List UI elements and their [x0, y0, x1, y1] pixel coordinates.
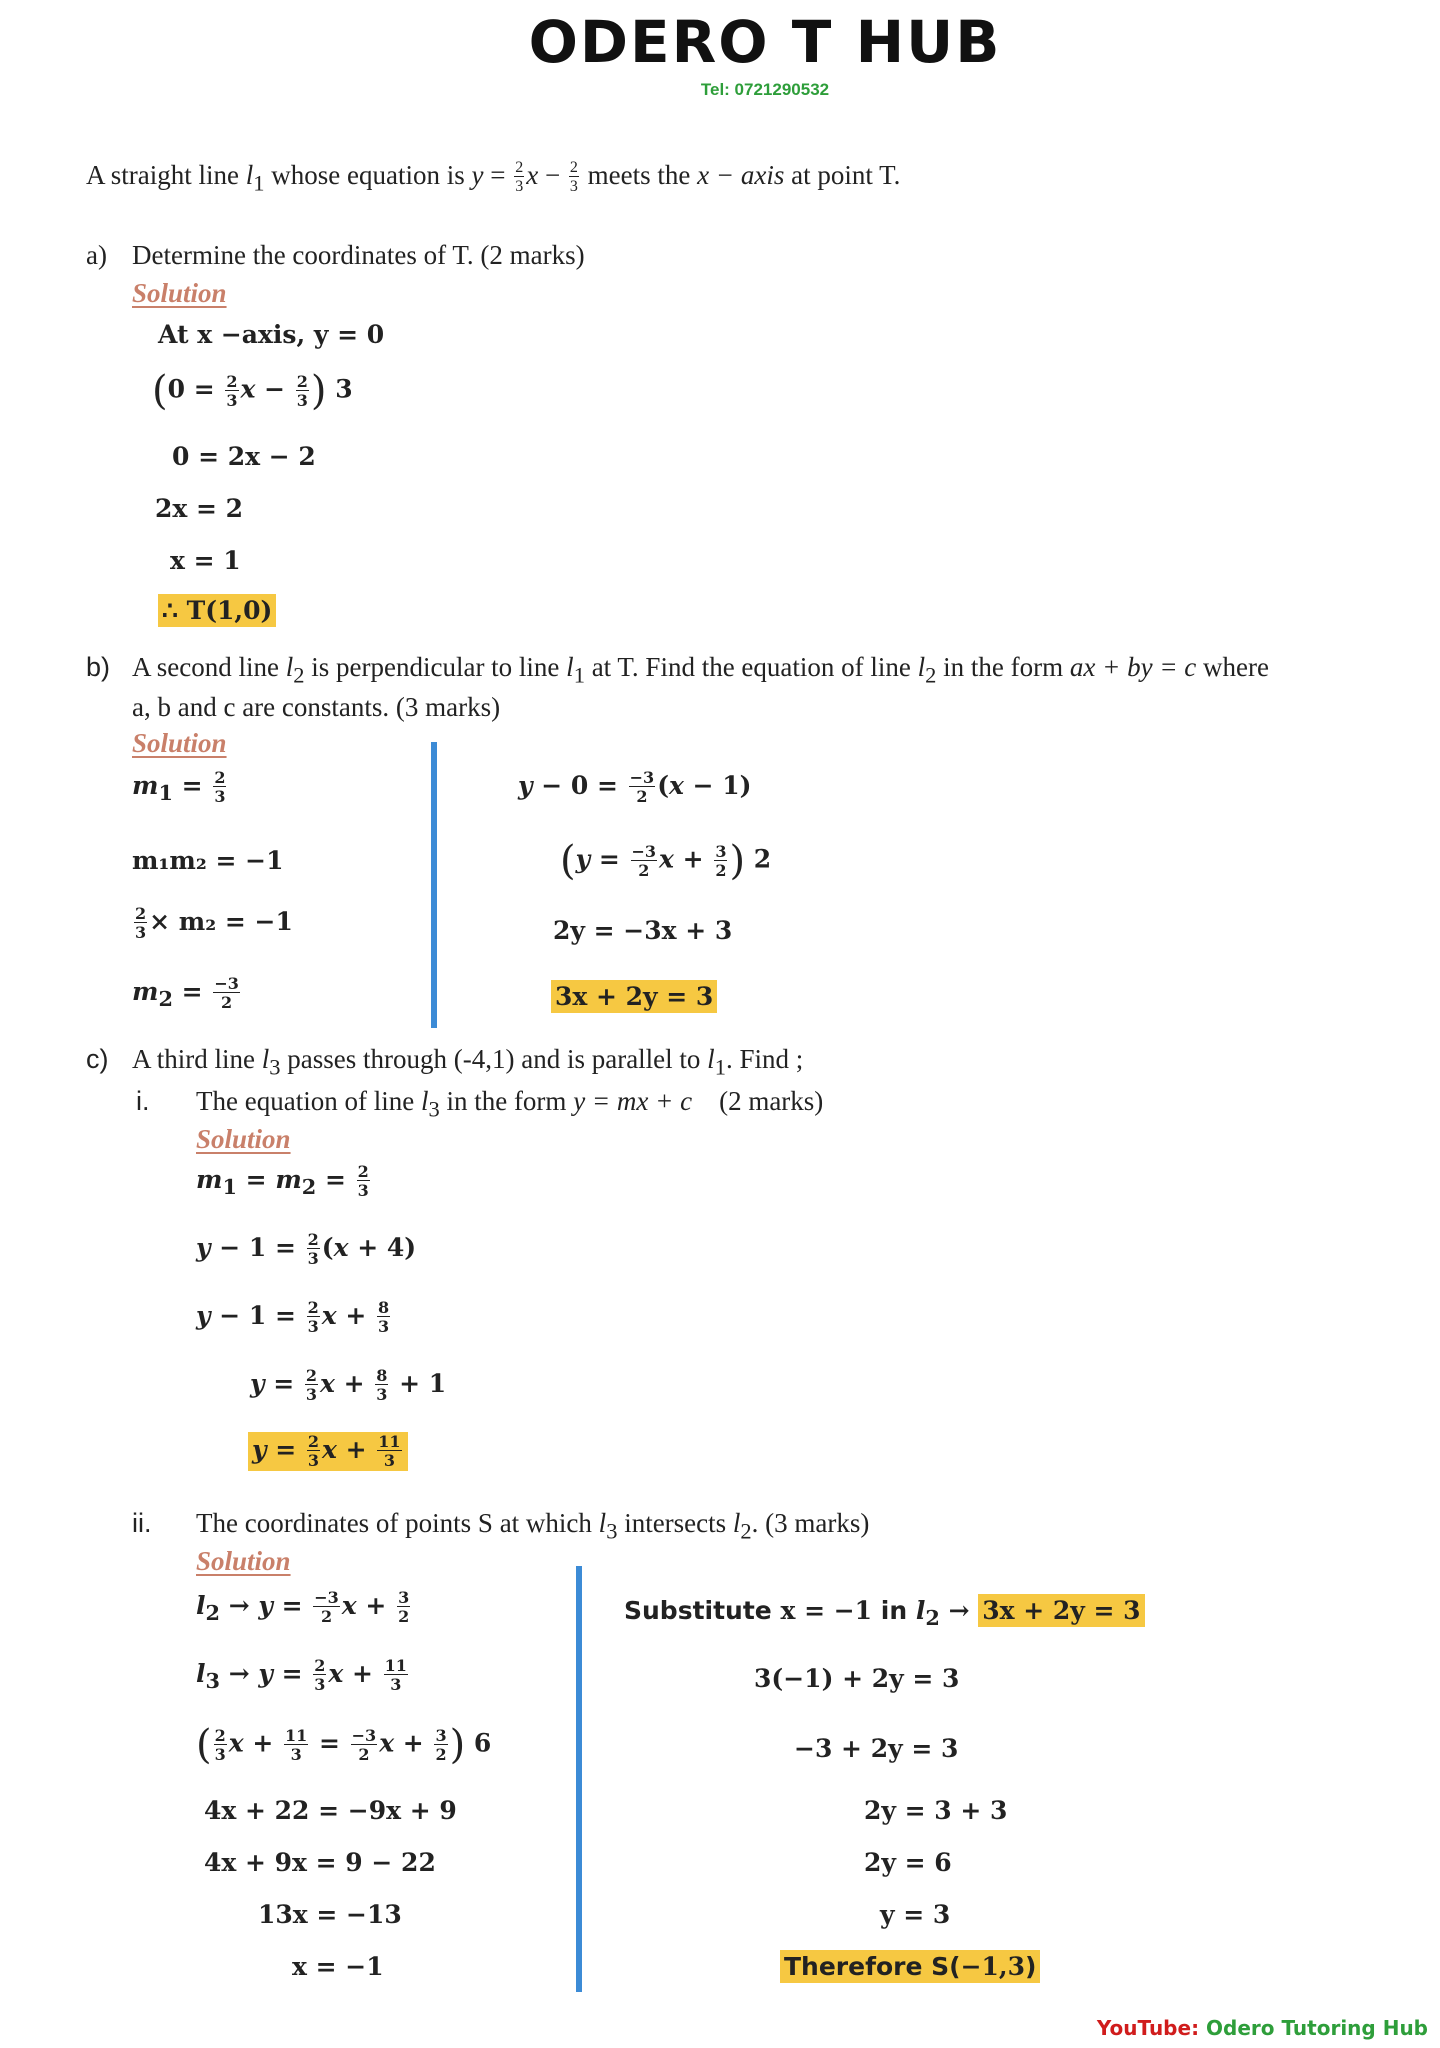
answer-highlight: y = $\frac{2}{3}$ x + $\frac{11}{3}$ — [248, 1432, 408, 1471]
math-step: y − 0 = $\frac{-3}{2}$ (x − 1) — [518, 768, 752, 806]
column-divider — [431, 742, 437, 1028]
subpart-ii-label: ii. — [132, 1508, 152, 1538]
math-step: 2y = 3 + 3 — [864, 1796, 1008, 1825]
math-step: ( $\frac{2}{3}$ x + $\frac{11}{3}$ = $\frac{-3}{2}$ x + $\frac{3}{2}$ ) 6 — [196, 1722, 492, 1768]
answer-highlight: ∴ T(1,0) — [158, 594, 276, 627]
math-step: −3 + 2y = 3 — [794, 1734, 959, 1763]
column-divider — [576, 1566, 582, 1992]
subpart-i-label: i. — [136, 1086, 150, 1116]
phone-number: Tel: 0721290532 — [700, 80, 830, 99]
youtube-label: YouTube: — [1096, 2016, 1200, 2040]
solution-label: Solution — [132, 728, 227, 758]
answer-highlight: Therefore S(−1,3) — [780, 1950, 1040, 1983]
solution-label: Solution — [132, 278, 227, 308]
math-step: 2y = 6 — [864, 1848, 952, 1877]
solution-label: Solution — [196, 1124, 291, 1154]
brand-title: ODERO T HUB — [528, 8, 1002, 76]
problem-statement: A straight line $l_1$ whose equation is y = $\frac{2}{3}$ x − $\frac{2}{3}$ meets the x − axis at point T. — [86, 159, 901, 196]
math-step: Substitute x = −1 in $l_2 \to 3x + 2y = 3$ — [624, 1596, 1145, 1630]
math-step: 2x = 2 — [155, 494, 244, 523]
math-step: (y = $\frac{-3}{2}$ x + $\frac{3}{2}$ ) 2 — [560, 838, 772, 884]
subpart-ii-question: The coordinates of points S at which $l_3$ intersects $l_2$. (3 marks) — [196, 1508, 870, 1544]
solution-label: Solution — [196, 1546, 291, 1576]
math-step: 0 = 2x − 2 — [172, 442, 316, 471]
math-step: 4x + 22 = −9x + 9 — [204, 1796, 457, 1825]
math-step: y − 1 = $\frac{2}{3}$ x + $\frac{8}{3}$ — [196, 1298, 390, 1336]
math-step: $l_2 \to y$ = $\frac{-3}{2}$ x + $\frac{3}{2}$ — [196, 1588, 410, 1626]
math-step: At x −axis, y = 0 — [158, 320, 385, 349]
part-b-question: A second line $l_2$ is perpendicular to line $l_1$ at T. Find the equation of line $l_2$ in the form ax + by = c where — [132, 652, 1270, 688]
part-a-question: Determine the coordinates of T. (2 marks) — [132, 240, 585, 270]
math-step: 3(−1) + 2y = 3 — [754, 1664, 960, 1693]
part-c-label: c) — [86, 1044, 109, 1074]
math-step: $\frac{2}{3}$ × m₂ = −1 — [135, 904, 293, 942]
math-step: y = $\frac{2}{3}$ x + $\frac{8}{3}$ + 1 — [250, 1366, 447, 1404]
math-step: $l_3 \to y$ = $\frac{2}{3}$ x + $\frac{11}{3}$ — [196, 1656, 407, 1694]
footer-credit — [1097, 2016, 1428, 2040]
part-b-label: b) — [86, 652, 111, 682]
math-step: $m_1 = m_2$ = $\frac{2}{3}$ — [196, 1162, 369, 1200]
math-step: 2y = −3x + 3 — [553, 916, 733, 945]
channel-name: Odero Tutoring Hub — [1206, 2016, 1428, 2040]
math-step: x = 1 — [170, 546, 241, 575]
math-step: m₁m₂ = −1 — [132, 846, 284, 875]
subpart-i-question: The equation of line $l_3$ in the form y = mx + c (2 marks) — [196, 1086, 824, 1122]
part-a-label: a) — [86, 240, 107, 270]
math-step: 4x + 9x = 9 − 22 — [204, 1848, 436, 1877]
math-step: 13x = −13 — [258, 1900, 402, 1929]
math-step: y − 1 = $\frac{2}{3}$ (x + 4) — [196, 1230, 417, 1268]
l1-symbol: l — [245, 160, 254, 190]
math-step: $m_1$ = $\frac{2}{3}$ — [132, 768, 226, 806]
math-step: (0 = $\frac{2}{3}$ x − $\frac{2}{3}$ ) 3 — [152, 368, 353, 414]
part-c-question: A third line $l_3$ passes through (-4,1) and is parallel to $l_1$. Find ; — [132, 1044, 804, 1080]
math-step: $m_2$ = $\frac{-3}{2}$ — [132, 974, 239, 1012]
answer-highlight: 3x + 2y = 3 — [551, 980, 717, 1013]
math-step: x = −1 — [292, 1952, 384, 1981]
part-b-question-line2: a, b and c are constants. (3 marks) — [132, 692, 501, 722]
math-step: y = 3 — [880, 1900, 951, 1929]
